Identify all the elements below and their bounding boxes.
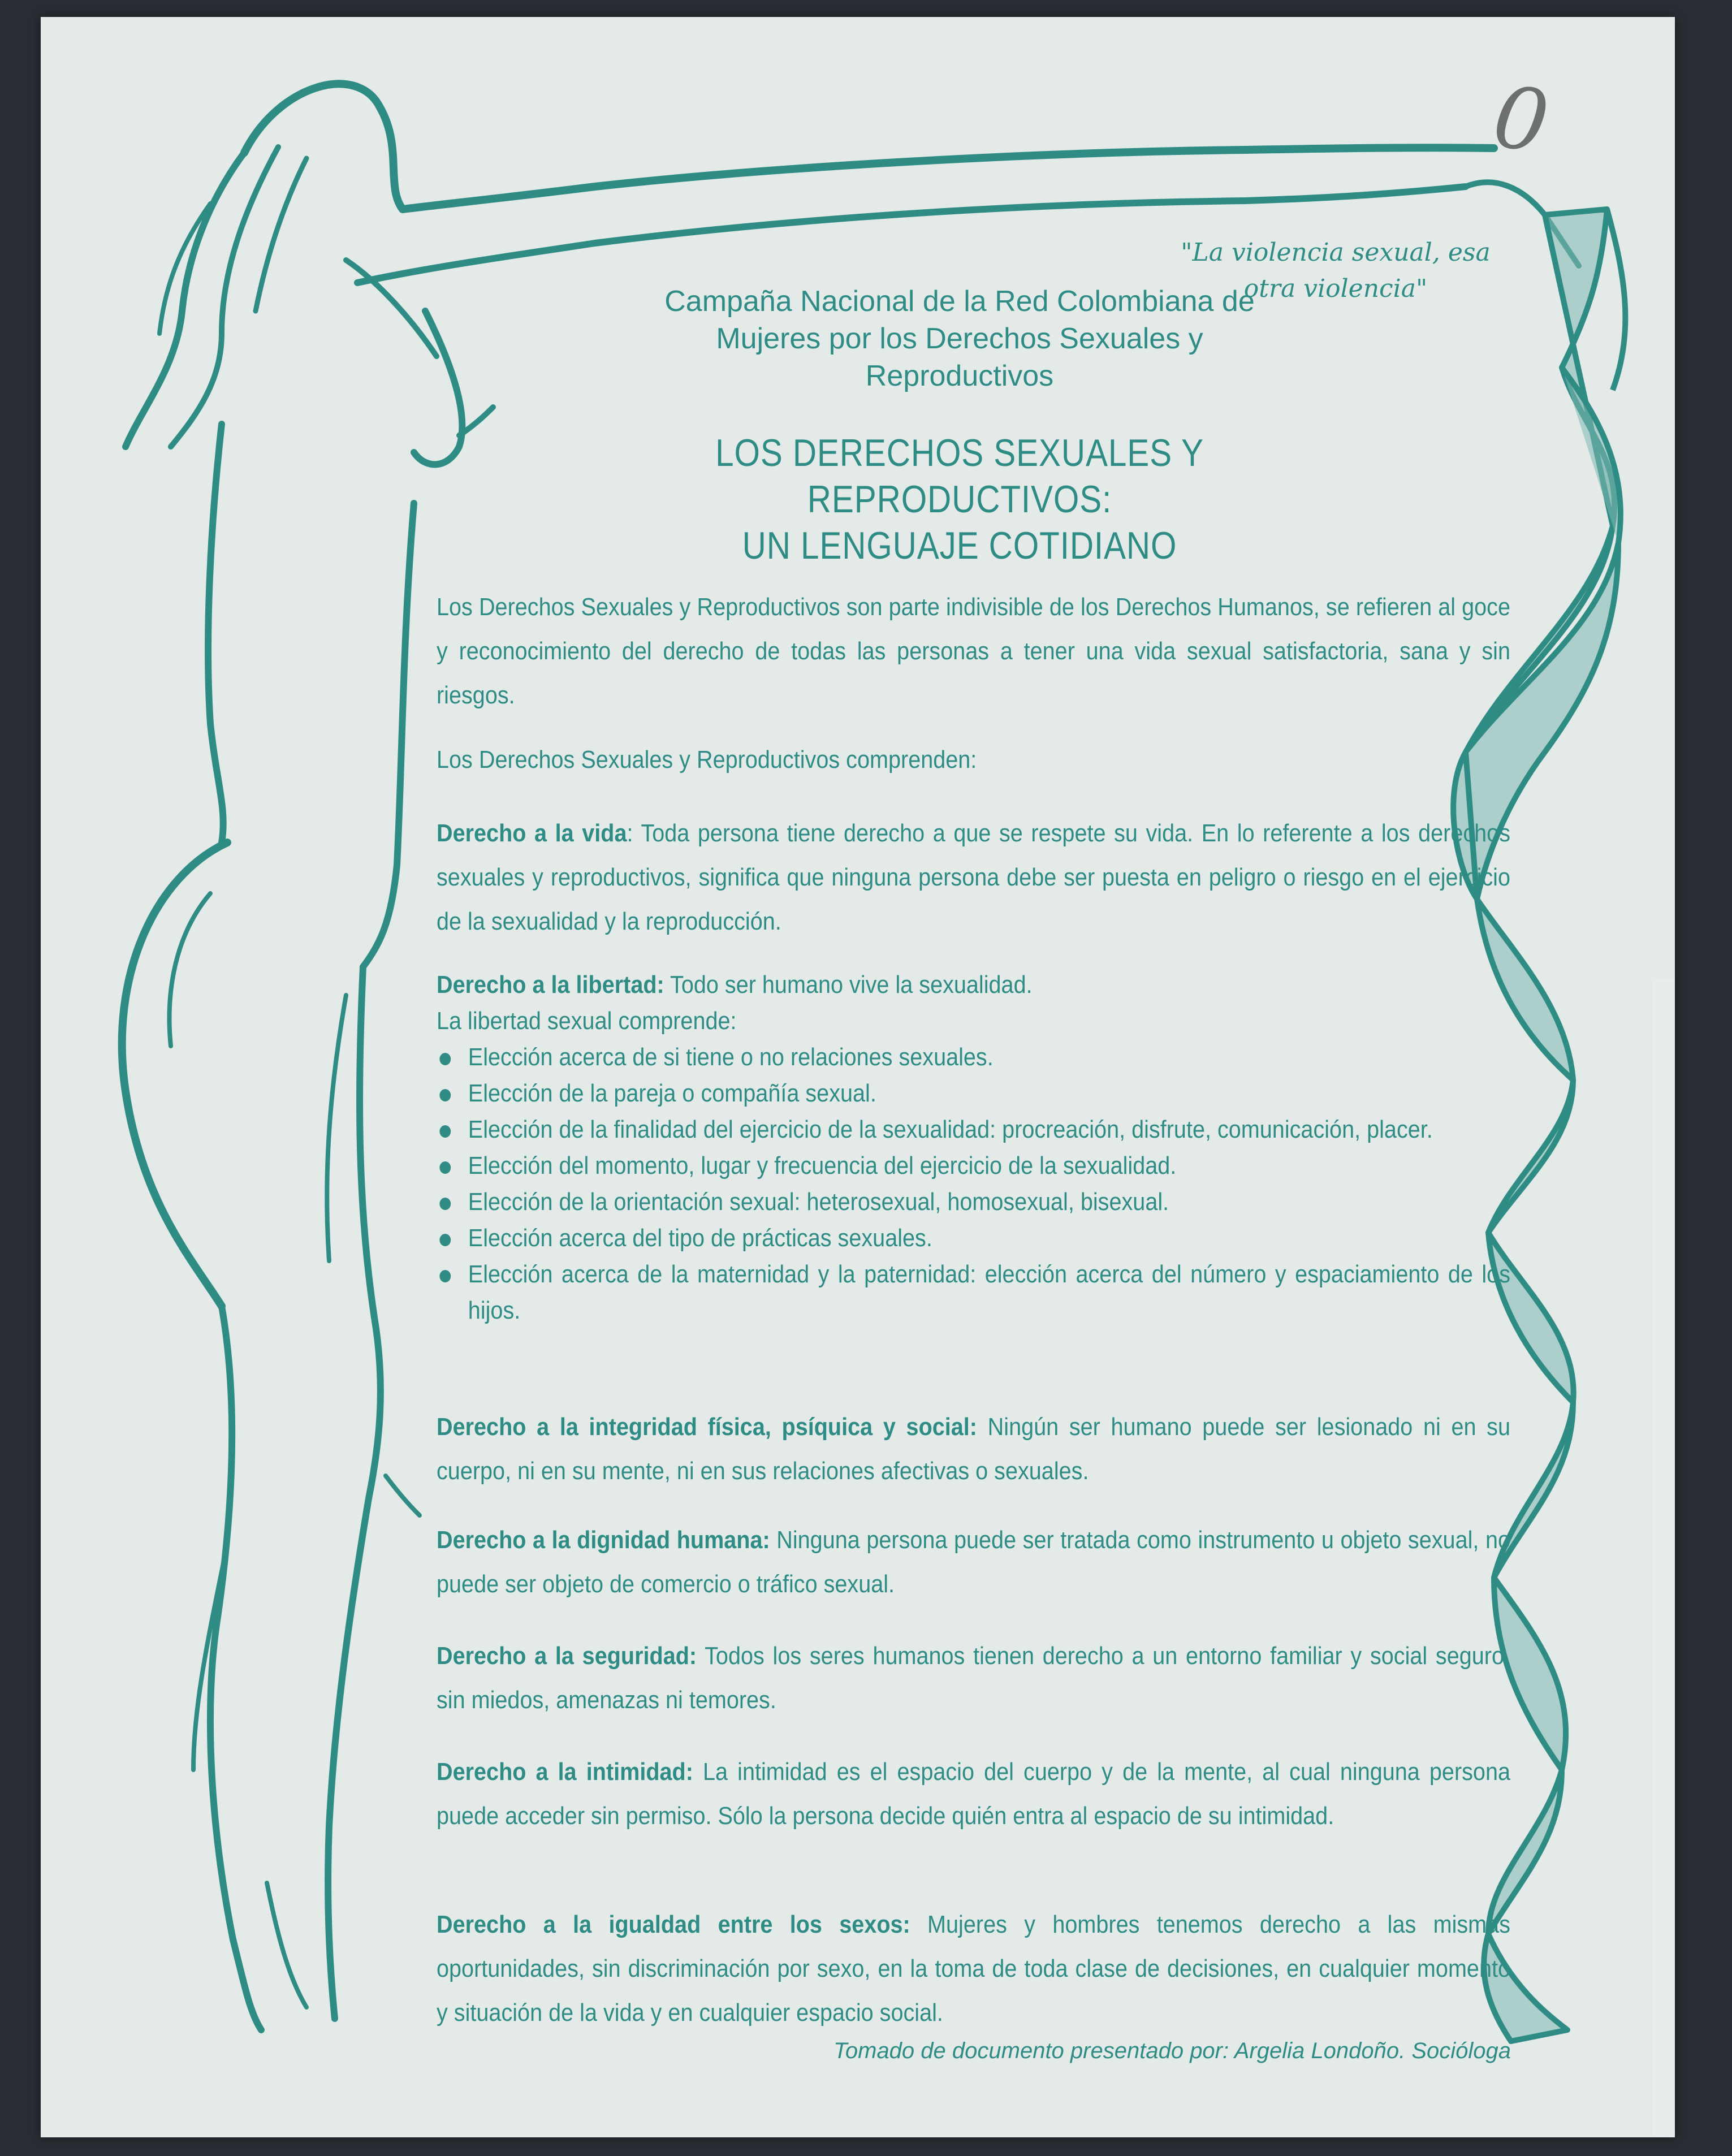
title-line-2: UN LENGUAJE COTIDIANO (742, 524, 1177, 567)
slogan-quote: "La violencia sexual, esa otra violencia" (1181, 238, 1491, 303)
poster-sheet (41, 17, 1675, 2137)
right-libertad-text: Todo ser humano vive la sexualidad. (664, 971, 1033, 999)
list-item: Elección acerca de la maternidad y la paternidad: elección acerca del número y espaciamiento de los hijos. (437, 1256, 1510, 1329)
libertad-bullet-list (437, 1039, 1510, 1329)
right-integridad-text: Ningún ser humano puede ser lesionado ni en su cuerpo, ni en su mente, ni en sus relaciones afectivas o sexuales. (437, 1413, 1510, 1485)
pencil-mark: 0 (1487, 67, 1555, 172)
figure-back (208, 424, 223, 842)
comprenden-text: Los Derechos Sexuales y Reproductivos comprenden: (437, 746, 977, 774)
right-integridad (437, 1405, 1510, 1493)
source-credit: Tomado de documento presentado por: Argelia Londoño. Socióloga (833, 2038, 1511, 2063)
right-seguridad-text: Todos los seres humanos tienen derecho a un entorno familiar y social seguro, sin miedos, amenazas ni temores. (437, 1642, 1511, 1714)
list-item: Elección acerca del tipo de prácticas sexuales. (437, 1220, 1510, 1256)
list-item: Elección de la orientación sexual: heterosexual, homosexual, bisexual. (437, 1184, 1510, 1220)
page-title (607, 430, 1312, 569)
figure-leg-front (328, 967, 381, 2019)
right-libertad-heading: Derecho a la libertad: (437, 971, 664, 999)
right-intimidad-text: La intimidad es el espacio del cuerpo y de la mente, al cual ninguna persona puede acceder sin permiso. Sólo la persona decide quién entra al espacio de su intimidad. (437, 1758, 1510, 1830)
list-item: Elección de la pareja o compañía sexual. (437, 1075, 1510, 1112)
title-line-1: LOS DERECHOS SEXUALES Y REPRODUCTIVOS: (715, 431, 1204, 521)
right-seguridad-heading: Derecho a la seguridad: (437, 1642, 697, 1670)
right-igualdad-heading: Derecho a la igualdad entre los sexos: (437, 1911, 910, 1938)
right-vida (437, 811, 1511, 944)
right-vida-heading: Derecho a la vida (437, 819, 627, 847)
list-item: Elección del momento, lugar y frecuencia del ejercicio de la sexualidad. (437, 1148, 1510, 1184)
right-seguridad (437, 1634, 1511, 1722)
list-item: Elección de la finalidad del ejercicio de la sexualidad: procreación, disfrute, comunicación, placer. (437, 1112, 1510, 1148)
right-intimidad-heading: Derecho a la intimidad: (437, 1758, 693, 1786)
page-edge-strip (1652, 978, 1675, 2137)
figure-buttock (122, 842, 227, 1306)
right-dignidad-text: Ninguna persona puede ser tratada como instrumento u objeto sexual, no puede ser objeto de comercio o tráfico sexual. (437, 1526, 1510, 1598)
right-libertad (437, 967, 1510, 1329)
figure-front-torso (363, 503, 414, 967)
intro-text: Los Derechos Sexuales y Reproductivos son parte indivisible de los Derechos Humanos, se refieren al goce y reconocimiento del derecho de todas las personas a tener una vida sexual satisfactoria, sana y sin riesgos. (437, 593, 1510, 709)
right-igualdad-text: Mujeres y hombres tenemos derecho a las mismas oportunidades, sin discriminación por sexo, en la toma de toda clase de decisiones, en cualquier momento y situación de la vida y en cualquier espacio social. (437, 1911, 1510, 2027)
list-item: Elección acerca de si tiene o no relaciones sexuales. (437, 1039, 1510, 1075)
right-igualdad (437, 1903, 1510, 2035)
right-dignidad-heading: Derecho a la dignidad humana: (437, 1526, 770, 1554)
right-dignidad (437, 1518, 1510, 1606)
right-intimidad (437, 1750, 1510, 1838)
figure-head-outline (244, 84, 403, 209)
intro-paragraph (437, 585, 1510, 718)
right-vida-text: : Toda persona tiene derecho a que se respete su vida. En lo referente a los derechos sexuales y reproductivos, significa que ninguna persona debe ser puesta en peligro o riesgo en el ejercicio de la sexualidad y la reproducción. (437, 819, 1511, 935)
comprenden-paragraph (437, 738, 1403, 782)
campaign-heading: Campaña Nacional de la Red Colombiana de Mujeres por los Derechos Sexuales y Reproductivos (664, 285, 1255, 392)
right-libertad-sub: La libertad sexual comprende: (437, 1007, 737, 1035)
figure-leg-back (210, 1306, 261, 2030)
right-integridad-heading: Derecho a la integridad física, psíquica y social: (437, 1413, 977, 1441)
